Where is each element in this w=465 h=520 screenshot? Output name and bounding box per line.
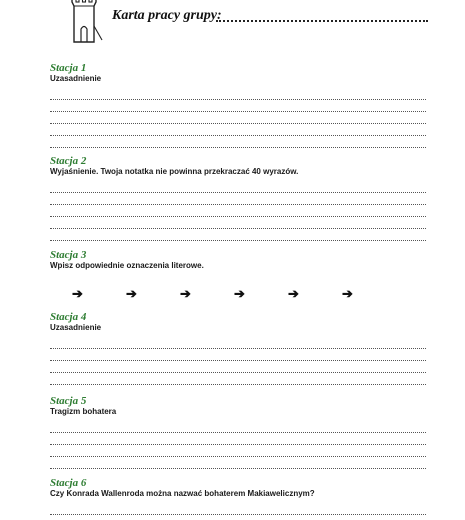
station-5: [50, 395, 426, 469]
answer-line[interactable]: [50, 349, 426, 361]
answer-line[interactable]: [50, 445, 426, 457]
answer-line[interactable]: [50, 88, 426, 100]
station-6-instruction: Czy Konrada Wallenroda można nazwać bohaterem Makiawelicznym?: [50, 489, 315, 498]
station-2: [50, 155, 426, 241]
castle-tower-icon: [64, 0, 104, 44]
station-4-instruction: Uzasadnienie: [50, 323, 102, 332]
station-5-instruction: Tragizm bohatera: [50, 407, 117, 416]
answer-line[interactable]: [50, 193, 426, 205]
answer-line[interactable]: [50, 433, 426, 445]
answer-line[interactable]: [50, 181, 426, 193]
answer-line[interactable]: [50, 361, 426, 373]
answer-line[interactable]: [50, 229, 426, 241]
station-6: [50, 477, 426, 515]
station-4-heading: Stacja 4: [50, 311, 87, 323]
arrow-right-icon: ➔: [126, 286, 137, 301]
answer-lines[interactable]: [50, 503, 426, 515]
answer-line[interactable]: [50, 503, 426, 515]
station-3-heading: Stacja 3: [50, 249, 87, 261]
station-1-heading: Stacja 1: [50, 62, 87, 74]
worksheet-header: [0, 0, 465, 48]
answer-lines[interactable]: [50, 88, 426, 148]
answer-lines[interactable]: [50, 337, 426, 385]
answer-line[interactable]: [50, 421, 426, 433]
station-6-heading: Stacja 6: [50, 477, 87, 489]
worksheet-title: Karta pracy grupy:: [112, 8, 222, 23]
station-3-instruction: Wpisz odpowiednie oznaczenia literowe.: [50, 261, 204, 270]
letter-sequence: [50, 287, 426, 301]
answer-line[interactable]: [50, 136, 426, 148]
arrow-right-icon: ➔: [72, 286, 83, 301]
arrow-right-icon: ➔: [180, 286, 191, 301]
station-1: [50, 62, 426, 148]
answer-lines[interactable]: [50, 421, 426, 469]
answer-line[interactable]: [50, 124, 426, 136]
station-5-heading: Stacja 5: [50, 395, 87, 407]
group-name-field[interactable]: [216, 20, 428, 22]
station-4: [50, 311, 426, 385]
station-2-instruction: Wyjaśnienie. Twoja notatka nie powinna przekraczać 40 wyrazów.: [50, 167, 299, 176]
answer-line[interactable]: [50, 457, 426, 469]
answer-line[interactable]: [50, 337, 426, 349]
answer-line[interactable]: [50, 373, 426, 385]
answer-line[interactable]: [50, 100, 426, 112]
answer-line[interactable]: [50, 205, 426, 217]
answer-line[interactable]: [50, 112, 426, 124]
station-3: [50, 249, 426, 301]
station-2-heading: Stacja 2: [50, 155, 87, 167]
arrow-right-icon: ➔: [288, 286, 299, 301]
arrow-right-icon: ➔: [234, 286, 245, 301]
answer-lines[interactable]: [50, 181, 426, 241]
arrow-right-icon: ➔: [342, 286, 353, 301]
station-1-instruction: Uzasadnienie: [50, 74, 102, 83]
answer-line[interactable]: [50, 217, 426, 229]
